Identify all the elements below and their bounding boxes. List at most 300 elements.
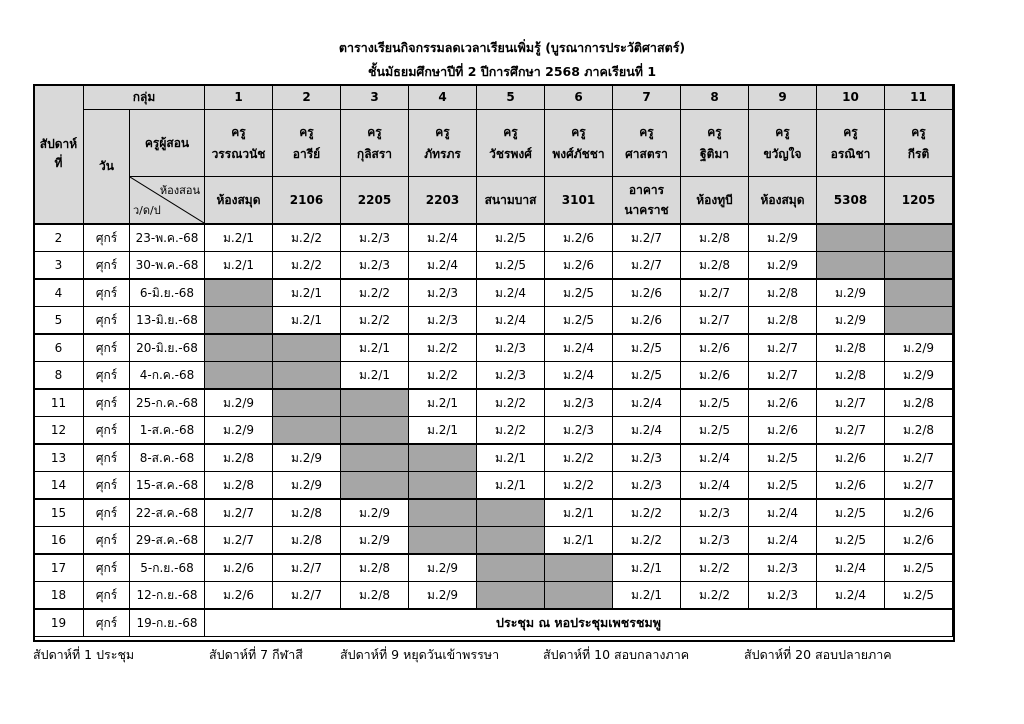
class-cell: ม.2/6 [817, 472, 885, 500]
table-row [34, 307, 953, 335]
teacher-header: ครูผู้สอน [130, 110, 205, 177]
class-cell: ม.2/8 [341, 582, 409, 610]
class-cell: ม.2/7 [681, 279, 749, 307]
class-cell: ม.2/2 [477, 389, 545, 417]
class-cell: ม.2/8 [205, 472, 273, 500]
room-name-line: อาคาร [628, 183, 665, 197]
date-cell: 1-ส.ค.-68 [130, 417, 205, 445]
class-cell: ม.2/9 [273, 444, 341, 472]
table-row [34, 224, 953, 252]
class-cell: ม.2/7 [613, 224, 681, 252]
meeting-row [34, 609, 953, 637]
class-cell: ม.2/1 [477, 472, 545, 500]
teacher-cell [749, 110, 817, 177]
group-number: 4 [409, 85, 477, 110]
teacher-prefix: ครู [367, 125, 382, 139]
day-name: ศุกร์ [84, 554, 130, 582]
teacher-prefix: ครู [707, 125, 722, 139]
room-header-label: ห้องสอน [159, 184, 200, 197]
class-cell: ม.2/6 [749, 389, 817, 417]
class-cell: ม.2/1 [341, 362, 409, 390]
class-cell: ม.2/7 [681, 307, 749, 335]
table-row [34, 362, 953, 390]
class-cell: ม.2/9 [409, 554, 477, 582]
blocked-cell [409, 444, 477, 472]
day-name: ศุกร์ [84, 224, 130, 252]
class-cell: ม.2/1 [341, 334, 409, 362]
room-name-line: ห้องสมุด [216, 192, 261, 207]
class-cell: ม.2/6 [749, 417, 817, 445]
teacher-name: วรรณวนัช [211, 147, 266, 161]
group-number: 5 [477, 85, 545, 110]
class-cell: ม.2/4 [749, 527, 817, 555]
teacher-name: กุลิสรา [356, 147, 393, 161]
class-cell: ม.2/5 [545, 279, 613, 307]
class-cell: ม.2/4 [409, 224, 477, 252]
class-cell: ม.2/1 [409, 417, 477, 445]
day-name: ศุกร์ [84, 362, 130, 390]
class-cell: ม.2/8 [749, 279, 817, 307]
teacher-prefix: ครู [435, 125, 450, 139]
class-cell: ม.2/2 [409, 334, 477, 362]
day-name: ศุกร์ [84, 417, 130, 445]
day-name: ศุกร์ [84, 307, 130, 335]
class-cell: ม.2/5 [681, 417, 749, 445]
date-header-label: ว/ด/ป [133, 204, 161, 217]
teacher-cell [817, 110, 885, 177]
room-cell [817, 177, 885, 225]
class-cell: ม.2/9 [409, 582, 477, 610]
header-row-rooms [34, 177, 953, 225]
blocked-cell [885, 279, 953, 307]
class-cell: ม.2/7 [885, 472, 953, 500]
class-cell: ม.2/3 [749, 554, 817, 582]
class-cell: ม.2/2 [545, 444, 613, 472]
group-number: 10 [817, 85, 885, 110]
class-cell: ม.2/6 [681, 362, 749, 390]
date-cell: 23-พ.ค.-68 [130, 224, 205, 252]
teacher-prefix: ครู [231, 125, 246, 139]
class-cell: ม.2/5 [885, 554, 953, 582]
class-cell: ม.2/6 [613, 279, 681, 307]
teacher-prefix: ครู [503, 125, 518, 139]
blocked-cell [545, 554, 613, 582]
class-cell: ม.2/1 [409, 389, 477, 417]
table-row [34, 417, 953, 445]
room-cell [749, 177, 817, 225]
date-cell: 12-ก.ย.-68 [130, 582, 205, 610]
day-name: ศุกร์ [84, 609, 130, 637]
blocked-cell [477, 554, 545, 582]
class-cell: ม.2/6 [545, 224, 613, 252]
table-row [34, 444, 953, 472]
class-cell: ม.2/8 [205, 444, 273, 472]
week-number: 16 [34, 527, 84, 555]
class-cell: ม.2/5 [749, 472, 817, 500]
blocked-cell [273, 389, 341, 417]
class-cell: ม.2/7 [885, 444, 953, 472]
class-cell: ม.2/3 [749, 582, 817, 610]
class-cell: ม.2/4 [613, 417, 681, 445]
class-cell: ม.2/1 [613, 554, 681, 582]
class-cell: ม.2/4 [749, 499, 817, 527]
class-cell: ม.2/1 [477, 444, 545, 472]
class-cell: ม.2/3 [477, 362, 545, 390]
class-cell: ม.2/8 [817, 362, 885, 390]
teacher-name: กีรติ [907, 147, 930, 161]
teacher-prefix: ครู [911, 125, 926, 139]
date-cell: 29-ส.ค.-68 [130, 527, 205, 555]
week-number: 6 [34, 334, 84, 362]
class-cell: ม.2/2 [273, 224, 341, 252]
room-name-line: สนามบาส [484, 192, 537, 207]
class-cell: ม.2/8 [273, 527, 341, 555]
class-cell: ม.2/6 [885, 499, 953, 527]
class-cell: ม.2/6 [205, 554, 273, 582]
class-cell: ม.2/8 [681, 224, 749, 252]
teacher-prefix: ครู [775, 125, 790, 139]
group-number: 1 [205, 85, 273, 110]
room-cell [409, 177, 477, 225]
week-number: 15 [34, 499, 84, 527]
table-row [34, 389, 953, 417]
blocked-cell [205, 362, 273, 390]
date-cell: 30-พ.ค.-68 [130, 252, 205, 280]
blocked-cell [409, 499, 477, 527]
day-name: ศุกร์ [84, 472, 130, 500]
blocked-cell [545, 582, 613, 610]
class-cell: ม.2/8 [681, 252, 749, 280]
header-row-groups [34, 85, 953, 110]
class-cell: ม.2/4 [817, 554, 885, 582]
class-cell: ม.2/7 [613, 252, 681, 280]
class-cell: ม.2/5 [613, 334, 681, 362]
class-cell: ม.2/8 [341, 554, 409, 582]
blocked-cell [817, 224, 885, 252]
week-header-line2: ที่ [54, 156, 63, 170]
class-cell: ม.2/2 [613, 499, 681, 527]
page-title: ตารางเรียนกิจกรรมลดเวลาเรียนเพิ่มรู้ (บูรณาการประวัติศาสตร์) [338, 40, 686, 55]
blocked-cell [477, 527, 545, 555]
day-name: ศุกร์ [84, 499, 130, 527]
teacher-cell [681, 110, 749, 177]
teacher-cell [613, 110, 681, 177]
teacher-name: ภัทรภร [424, 147, 461, 161]
class-cell: ม.2/7 [205, 527, 273, 555]
class-cell: ม.2/8 [749, 307, 817, 335]
class-cell: ม.2/3 [409, 307, 477, 335]
class-cell: ม.2/8 [885, 389, 953, 417]
teacher-name: ศาสตรา [625, 147, 668, 161]
teacher-prefix: ครู [639, 125, 654, 139]
class-cell: ม.2/9 [341, 499, 409, 527]
blocked-cell [409, 472, 477, 500]
class-cell: ม.2/5 [817, 527, 885, 555]
group-number: 8 [681, 85, 749, 110]
teacher-cell [341, 110, 409, 177]
teacher-cell [409, 110, 477, 177]
date-cell: 15-ส.ค.-68 [130, 472, 205, 500]
teacher-cell [477, 110, 545, 177]
week-number: 11 [34, 389, 84, 417]
room-cell [681, 177, 749, 225]
day-name: ศุกร์ [84, 444, 130, 472]
class-cell: ม.2/9 [205, 389, 273, 417]
blocked-cell [205, 279, 273, 307]
class-cell: ม.2/3 [545, 417, 613, 445]
blocked-cell [341, 444, 409, 472]
blocked-cell [477, 499, 545, 527]
week-number: 5 [34, 307, 84, 335]
class-cell: ม.2/2 [613, 527, 681, 555]
blocked-cell [205, 307, 273, 335]
class-cell: ม.2/2 [545, 472, 613, 500]
blocked-cell [817, 252, 885, 280]
class-cell: ม.2/9 [205, 417, 273, 445]
week-number: 17 [34, 554, 84, 582]
class-cell: ม.2/7 [273, 582, 341, 610]
teacher-cell [205, 110, 273, 177]
date-cell: 19-ก.ย.-68 [130, 609, 205, 637]
room-cell [273, 177, 341, 225]
blocked-cell [273, 417, 341, 445]
group-number: 3 [341, 85, 409, 110]
class-cell: ม.2/3 [545, 389, 613, 417]
class-cell: ม.2/1 [273, 279, 341, 307]
week-number: 12 [34, 417, 84, 445]
room-cell [885, 177, 953, 225]
blocked-cell [477, 582, 545, 610]
teacher-prefix: ครู [843, 125, 858, 139]
week-number: 18 [34, 582, 84, 610]
footer-note-2: สัปดาห์ที่ 7 กีฬาสี [209, 647, 303, 662]
teacher-name: อารีย์ [292, 147, 321, 161]
blocked-cell [273, 334, 341, 362]
day-name: ศุกร์ [84, 334, 130, 362]
class-cell: ม.2/1 [273, 307, 341, 335]
class-cell: ม.2/1 [205, 224, 273, 252]
class-cell: ม.2/5 [681, 389, 749, 417]
date-cell: 25-ก.ค.-68 [130, 389, 205, 417]
meeting-text: ประชุม ณ หอประชุมเพชรชมพู [205, 609, 953, 637]
group-number: 7 [613, 85, 681, 110]
class-cell: ม.2/6 [817, 444, 885, 472]
class-cell: ม.2/7 [817, 389, 885, 417]
week-number: 3 [34, 252, 84, 280]
schedule-table [33, 84, 953, 637]
class-cell: ม.2/3 [681, 499, 749, 527]
teacher-name: วัชรพงศ์ [489, 147, 532, 161]
room-name-line: 2203 [425, 193, 460, 207]
table-row [34, 472, 953, 500]
class-cell: ม.2/4 [681, 472, 749, 500]
class-cell: ม.2/9 [273, 472, 341, 500]
footer-note-4: สัปดาห์ที่ 10 สอบกลางภาค [543, 647, 690, 662]
class-cell: ม.2/5 [477, 252, 545, 280]
group-number: 2 [273, 85, 341, 110]
header-row-teachers [34, 110, 953, 177]
day-name: ศุกร์ [84, 389, 130, 417]
day-name: ศุกร์ [84, 582, 130, 610]
blocked-cell [409, 527, 477, 555]
teacher-cell [273, 110, 341, 177]
class-cell: ม.2/3 [681, 527, 749, 555]
class-cell: ม.2/2 [409, 362, 477, 390]
class-cell: ม.2/9 [885, 362, 953, 390]
week-number: 13 [34, 444, 84, 472]
footer-note-3: สัปดาห์ที่ 9 หยุดวันเข้าพรรษา [340, 647, 500, 662]
class-cell: ม.2/3 [409, 279, 477, 307]
class-cell: ม.2/9 [885, 334, 953, 362]
class-cell: ม.2/6 [681, 334, 749, 362]
blocked-cell [273, 362, 341, 390]
class-cell: ม.2/3 [613, 472, 681, 500]
week-number: 14 [34, 472, 84, 500]
page-subtitle: ชั้นมัธยมศึกษาปีที่ 2 ปีการศึกษา 2568 ภาคเรียนที่ 1 [367, 64, 657, 79]
class-cell: ม.2/9 [817, 279, 885, 307]
room-name-line: ห้องสมุด [760, 192, 805, 207]
group-number: 6 [545, 85, 613, 110]
class-cell: ม.2/8 [817, 334, 885, 362]
class-cell: ม.2/5 [749, 444, 817, 472]
class-cell: ม.2/3 [341, 224, 409, 252]
week-number: 8 [34, 362, 84, 390]
table-row [34, 527, 953, 555]
date-cell: 22-ส.ค.-68 [130, 499, 205, 527]
teacher-prefix: ครู [571, 125, 586, 139]
date-cell: 6-มิ.ย.-68 [130, 279, 205, 307]
class-cell: ม.2/8 [273, 499, 341, 527]
class-cell: ม.2/7 [273, 554, 341, 582]
footer-note-5: สัปดาห์ที่ 20 สอบปลายภาค [744, 647, 892, 662]
class-cell: ม.2/6 [885, 527, 953, 555]
class-cell: ม.2/7 [817, 417, 885, 445]
class-cell: ม.2/4 [817, 582, 885, 610]
class-cell: ม.2/1 [205, 252, 273, 280]
class-cell: ม.2/4 [477, 307, 545, 335]
class-cell: ม.2/9 [817, 307, 885, 335]
class-cell: ม.2/4 [477, 279, 545, 307]
blocked-cell [341, 389, 409, 417]
class-cell: ม.2/2 [341, 307, 409, 335]
blocked-cell [885, 224, 953, 252]
class-cell: ม.2/8 [885, 417, 953, 445]
room-name-line: 1205 [901, 193, 936, 207]
room-name-line: 3101 [561, 193, 596, 207]
week-number: 2 [34, 224, 84, 252]
table-row [34, 279, 953, 307]
day-header: วัน [84, 110, 130, 225]
blocked-cell [341, 472, 409, 500]
week-number: 4 [34, 279, 84, 307]
room-cell [205, 177, 273, 225]
group-number: 11 [885, 85, 953, 110]
class-cell: ม.2/6 [205, 582, 273, 610]
class-cell: ม.2/4 [409, 252, 477, 280]
class-cell: ม.2/2 [341, 279, 409, 307]
group-number: 9 [749, 85, 817, 110]
class-cell: ม.2/3 [477, 334, 545, 362]
teacher-name: อรณิชา [830, 147, 871, 161]
teacher-name: ขวัญใจ [763, 147, 802, 161]
footer-note-1: สัปดาห์ที่ 1 ประชุม [33, 647, 135, 662]
class-cell: ม.2/5 [477, 224, 545, 252]
teacher-cell [885, 110, 953, 177]
group-header: กลุ่ม [84, 85, 205, 110]
teacher-name: ฐิติมา [699, 147, 730, 161]
class-cell: ม.2/5 [545, 307, 613, 335]
room-name-line: 2205 [357, 193, 392, 207]
class-cell: ม.2/4 [613, 389, 681, 417]
date-cell: 4-ก.ค.-68 [130, 362, 205, 390]
class-cell: ม.2/2 [477, 417, 545, 445]
table-row [34, 554, 953, 582]
room-name-line: 2106 [289, 193, 324, 207]
week-header [34, 85, 84, 225]
class-cell: ม.2/5 [613, 362, 681, 390]
teacher-cell [545, 110, 613, 177]
class-cell: ม.2/9 [749, 252, 817, 280]
day-name: ศุกร์ [84, 527, 130, 555]
class-cell: ม.2/1 [613, 582, 681, 610]
room-cell [341, 177, 409, 225]
blocked-cell [885, 307, 953, 335]
class-cell: ม.2/1 [545, 499, 613, 527]
class-cell: ม.2/2 [681, 554, 749, 582]
class-cell: ม.2/7 [205, 499, 273, 527]
date-cell: 8-ส.ค.-68 [130, 444, 205, 472]
blocked-cell [885, 252, 953, 280]
week-header-line1: สัปดาห์ [39, 137, 78, 151]
blocked-cell [205, 334, 273, 362]
class-cell: ม.2/2 [273, 252, 341, 280]
class-cell: ม.2/4 [545, 334, 613, 362]
room-cell [545, 177, 613, 225]
table-row [34, 334, 953, 362]
room-name-line: 5308 [833, 193, 868, 207]
class-cell: ม.2/6 [545, 252, 613, 280]
class-cell: ม.2/5 [817, 499, 885, 527]
class-cell: ม.2/2 [681, 582, 749, 610]
class-cell: ม.2/9 [341, 527, 409, 555]
class-cell: ม.2/1 [545, 527, 613, 555]
teacher-name: พงศ์ภัชชา [552, 147, 605, 161]
room-name-line: นาคราช [624, 203, 669, 217]
room-name-line: ห้องทูบี [696, 192, 733, 207]
date-cell: 5-ก.ย.-68 [130, 554, 205, 582]
table-row [34, 582, 953, 610]
class-cell: ม.2/7 [749, 362, 817, 390]
table-row [34, 252, 953, 280]
class-cell: ม.2/4 [545, 362, 613, 390]
week-number: 19 [34, 609, 84, 637]
teacher-prefix: ครู [299, 125, 314, 139]
blocked-cell [341, 417, 409, 445]
class-cell: ม.2/3 [341, 252, 409, 280]
room-cell [613, 177, 681, 225]
date-cell: 20-มิ.ย.-68 [130, 334, 205, 362]
day-name: ศุกร์ [84, 279, 130, 307]
date-cell: 13-มิ.ย.-68 [130, 307, 205, 335]
day-name: ศุกร์ [84, 252, 130, 280]
class-cell: ม.2/9 [749, 224, 817, 252]
room-date-header [130, 177, 205, 225]
room-cell [477, 177, 545, 225]
class-cell: ม.2/4 [681, 444, 749, 472]
class-cell: ม.2/3 [613, 444, 681, 472]
class-cell: ม.2/6 [613, 307, 681, 335]
table-row [34, 499, 953, 527]
